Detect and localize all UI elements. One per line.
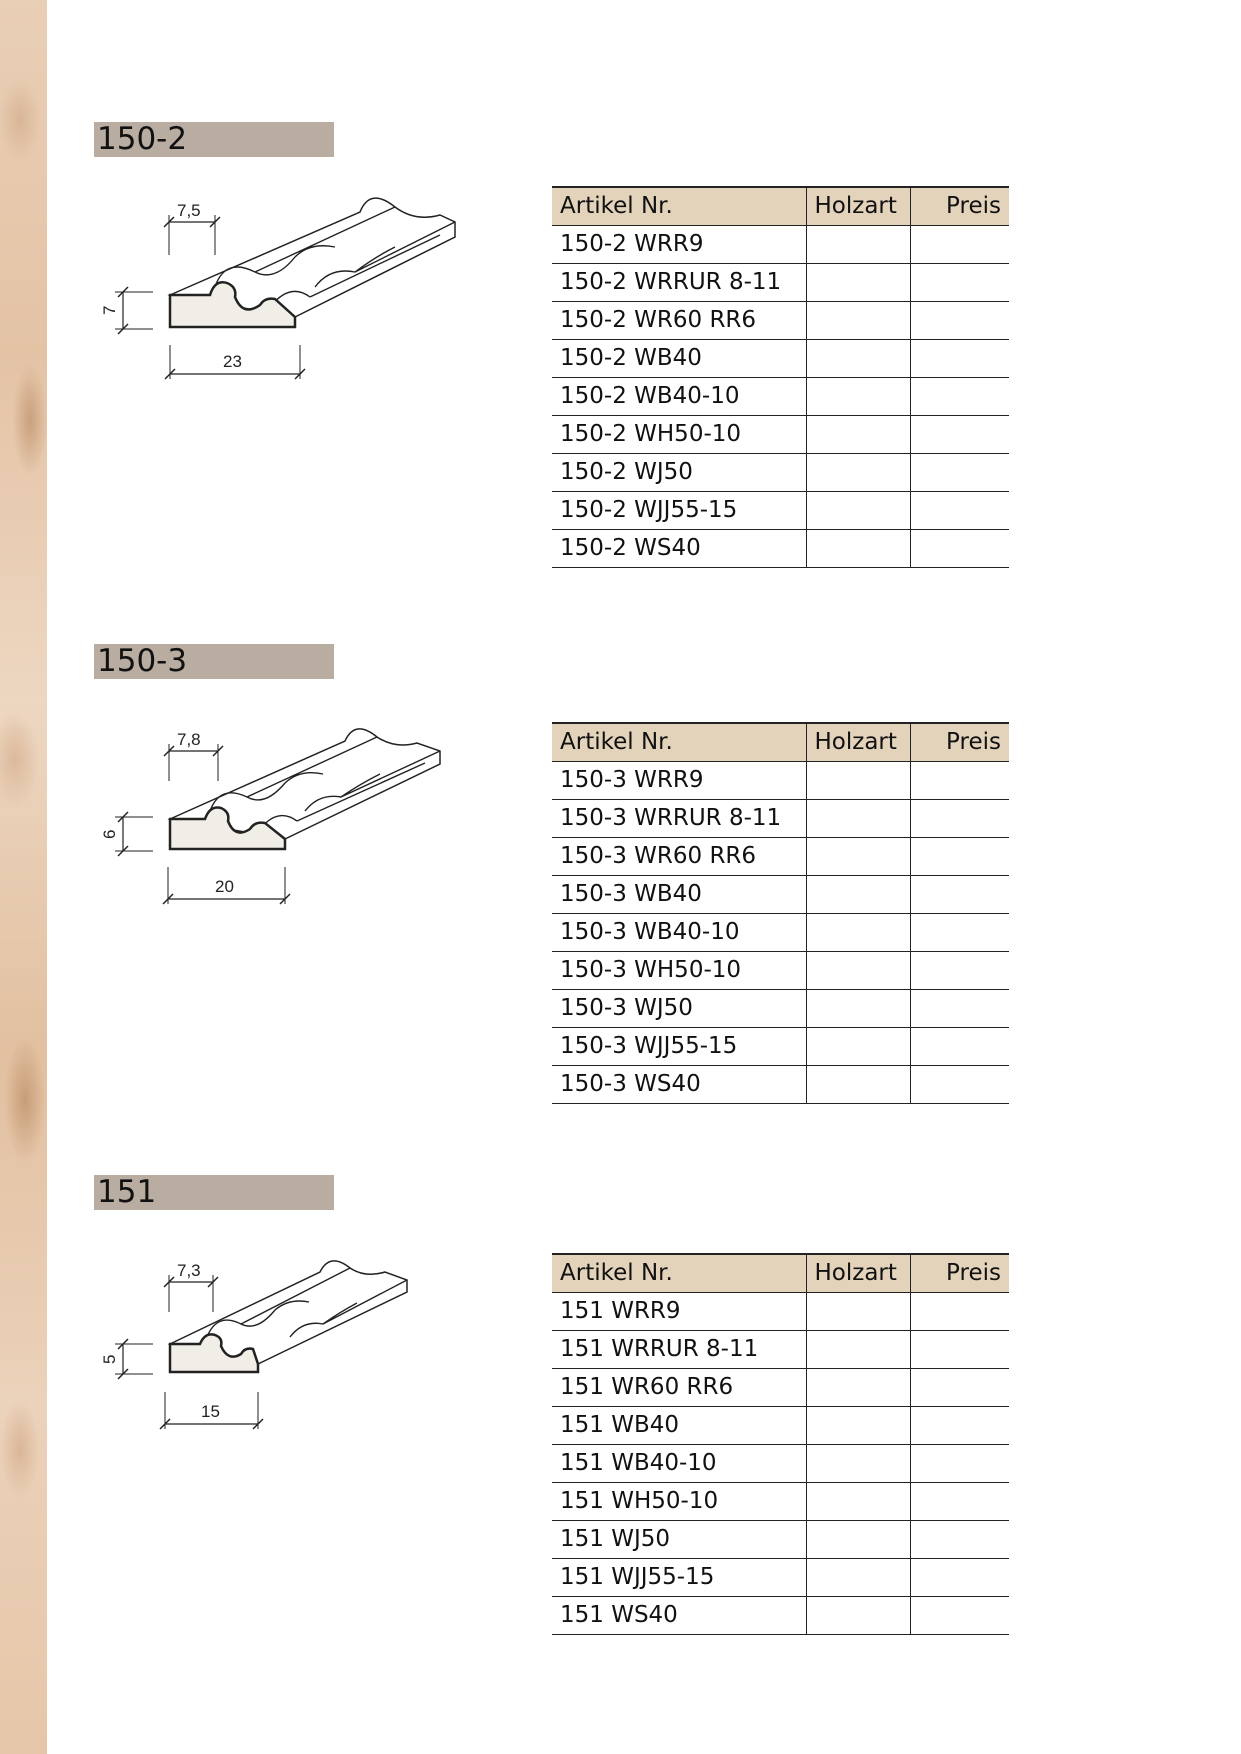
artikel-cell: 150-2 WJJ55-15 — [552, 491, 806, 529]
preis-cell — [910, 1406, 1009, 1444]
preis-cell — [910, 339, 1009, 377]
holzart-cell — [806, 1368, 910, 1406]
artikel-cell: 151 WB40 — [552, 1406, 806, 1444]
preis-cell — [910, 529, 1009, 567]
artikel-cell: 151 WH50-10 — [552, 1482, 806, 1520]
artikel-cell: 150-3 WB40 — [552, 875, 806, 913]
header-preis: Preis — [910, 723, 1009, 761]
article-table — [552, 1253, 1009, 1635]
table-row — [552, 263, 1009, 301]
preis-cell — [910, 453, 1009, 491]
table-row — [552, 1558, 1009, 1596]
header-artikel: Artikel Nr. — [552, 187, 806, 225]
preis-cell — [910, 301, 1009, 339]
table-header-row — [552, 723, 1009, 761]
section-title: 150-3 — [94, 644, 334, 679]
table-header-row — [552, 187, 1009, 225]
artikel-cell: 150-3 WH50-10 — [552, 951, 806, 989]
holzart-cell — [806, 875, 910, 913]
artikel-cell: 150-3 WRR9 — [552, 761, 806, 799]
artikel-cell: 151 WJJ55-15 — [552, 1558, 806, 1596]
artikel-cell: 150-2 WRR9 — [552, 225, 806, 263]
molding-profile-drawing — [95, 187, 475, 387]
preis-cell — [910, 951, 1009, 989]
table-row — [552, 377, 1009, 415]
preis-cell — [910, 799, 1009, 837]
table-row — [552, 913, 1009, 951]
artikel-cell: 150-3 WR60 RR6 — [552, 837, 806, 875]
holzart-cell — [806, 491, 910, 529]
dim-width: 20 — [215, 877, 234, 896]
preis-cell — [910, 1065, 1009, 1103]
table-row — [552, 301, 1009, 339]
table-row — [552, 1596, 1009, 1634]
holzart-cell — [806, 761, 910, 799]
preis-cell — [910, 225, 1009, 263]
dim-top-width: 7,5 — [177, 201, 201, 220]
table-row — [552, 1368, 1009, 1406]
artikel-cell: 150-3 WB40-10 — [552, 913, 806, 951]
table-row — [552, 837, 1009, 875]
header-holzart: Holzart — [806, 187, 910, 225]
holzart-cell — [806, 1406, 910, 1444]
table-row — [552, 1027, 1009, 1065]
table-row — [552, 1520, 1009, 1558]
table-row — [552, 1065, 1009, 1103]
holzart-cell — [806, 1482, 910, 1520]
artikel-cell: 150-2 WB40 — [552, 339, 806, 377]
preis-cell — [910, 913, 1009, 951]
table-row — [552, 529, 1009, 567]
dim-width: 15 — [201, 1402, 220, 1421]
preis-cell — [910, 377, 1009, 415]
table-row — [552, 951, 1009, 989]
preis-cell — [910, 1292, 1009, 1330]
artikel-cell: 151 WJ50 — [552, 1520, 806, 1558]
holzart-cell — [806, 453, 910, 491]
holzart-cell — [806, 951, 910, 989]
table-row — [552, 1406, 1009, 1444]
holzart-cell — [806, 1596, 910, 1634]
table-row — [552, 415, 1009, 453]
article-table — [552, 722, 1009, 1104]
header-artikel: Artikel Nr. — [552, 1254, 806, 1292]
holzart-cell — [806, 1292, 910, 1330]
holzart-cell — [806, 1027, 910, 1065]
preis-cell — [910, 491, 1009, 529]
artikel-cell: 150-3 WRRUR 8-11 — [552, 799, 806, 837]
holzart-cell — [806, 415, 910, 453]
preis-cell — [910, 875, 1009, 913]
holzart-cell — [806, 339, 910, 377]
table-row — [552, 799, 1009, 837]
preis-cell — [910, 1444, 1009, 1482]
table-row — [552, 761, 1009, 799]
artikel-cell: 150-2 WJ50 — [552, 453, 806, 491]
artikel-cell: 151 WS40 — [552, 1596, 806, 1634]
holzart-cell — [806, 799, 910, 837]
preis-cell — [910, 1330, 1009, 1368]
artikel-cell: 150-3 WS40 — [552, 1065, 806, 1103]
holzart-cell — [806, 1065, 910, 1103]
holzart-cell — [806, 225, 910, 263]
artikel-cell: 150-2 WH50-10 — [552, 415, 806, 453]
header-artikel: Artikel Nr. — [552, 723, 806, 761]
table-row — [552, 1444, 1009, 1482]
table-row — [552, 491, 1009, 529]
holzart-cell — [806, 1444, 910, 1482]
holzart-cell — [806, 263, 910, 301]
artikel-cell: 150-2 WRRUR 8-11 — [552, 263, 806, 301]
table-header-row — [552, 1254, 1009, 1292]
holzart-cell — [806, 529, 910, 567]
preis-cell — [910, 1368, 1009, 1406]
holzart-cell — [806, 989, 910, 1027]
table-row — [552, 1292, 1009, 1330]
table-row — [552, 1482, 1009, 1520]
preis-cell — [910, 415, 1009, 453]
artikel-cell: 150-3 WJ50 — [552, 989, 806, 1027]
dim-height: 5 — [100, 1354, 119, 1364]
header-holzart: Holzart — [806, 723, 910, 761]
artikel-cell: 150-2 WR60 RR6 — [552, 301, 806, 339]
preis-cell — [910, 1520, 1009, 1558]
holzart-cell — [806, 1520, 910, 1558]
preis-cell — [910, 837, 1009, 875]
preis-cell — [910, 263, 1009, 301]
preis-cell — [910, 989, 1009, 1027]
table-row — [552, 1330, 1009, 1368]
dim-top-width: 7,8 — [177, 730, 201, 749]
section-title: 151 — [94, 1175, 334, 1210]
artikel-cell: 151 WB40-10 — [552, 1444, 806, 1482]
preis-cell — [910, 1596, 1009, 1634]
section-title: 150-2 — [94, 122, 334, 157]
preis-cell — [910, 1482, 1009, 1520]
artikel-cell: 150-2 WS40 — [552, 529, 806, 567]
holzart-cell — [806, 837, 910, 875]
table-row — [552, 875, 1009, 913]
artikel-cell: 151 WRRUR 8-11 — [552, 1330, 806, 1368]
artikel-cell: 150-3 WJJ55-15 — [552, 1027, 806, 1065]
dim-height: 6 — [100, 829, 119, 839]
header-preis: Preis — [910, 1254, 1009, 1292]
table-row — [552, 453, 1009, 491]
preis-cell — [910, 1558, 1009, 1596]
dim-height: 7 — [100, 305, 119, 315]
holzart-cell — [806, 301, 910, 339]
molding-profile-drawing — [95, 719, 475, 919]
artikel-cell: 150-2 WB40-10 — [552, 377, 806, 415]
table-row — [552, 225, 1009, 263]
wood-texture-strip — [0, 0, 47, 1754]
article-table — [552, 186, 1009, 568]
holzart-cell — [806, 1330, 910, 1368]
preis-cell — [910, 1027, 1009, 1065]
holzart-cell — [806, 913, 910, 951]
table-row — [552, 339, 1009, 377]
artikel-cell: 151 WRR9 — [552, 1292, 806, 1330]
molding-profile-drawing — [95, 1252, 475, 1452]
preis-cell — [910, 761, 1009, 799]
header-preis: Preis — [910, 187, 1009, 225]
holzart-cell — [806, 1558, 910, 1596]
table-row — [552, 989, 1009, 1027]
dim-top-width: 7,3 — [177, 1261, 201, 1280]
artikel-cell: 151 WR60 RR6 — [552, 1368, 806, 1406]
holzart-cell — [806, 377, 910, 415]
dim-width: 23 — [223, 352, 242, 371]
header-holzart: Holzart — [806, 1254, 910, 1292]
